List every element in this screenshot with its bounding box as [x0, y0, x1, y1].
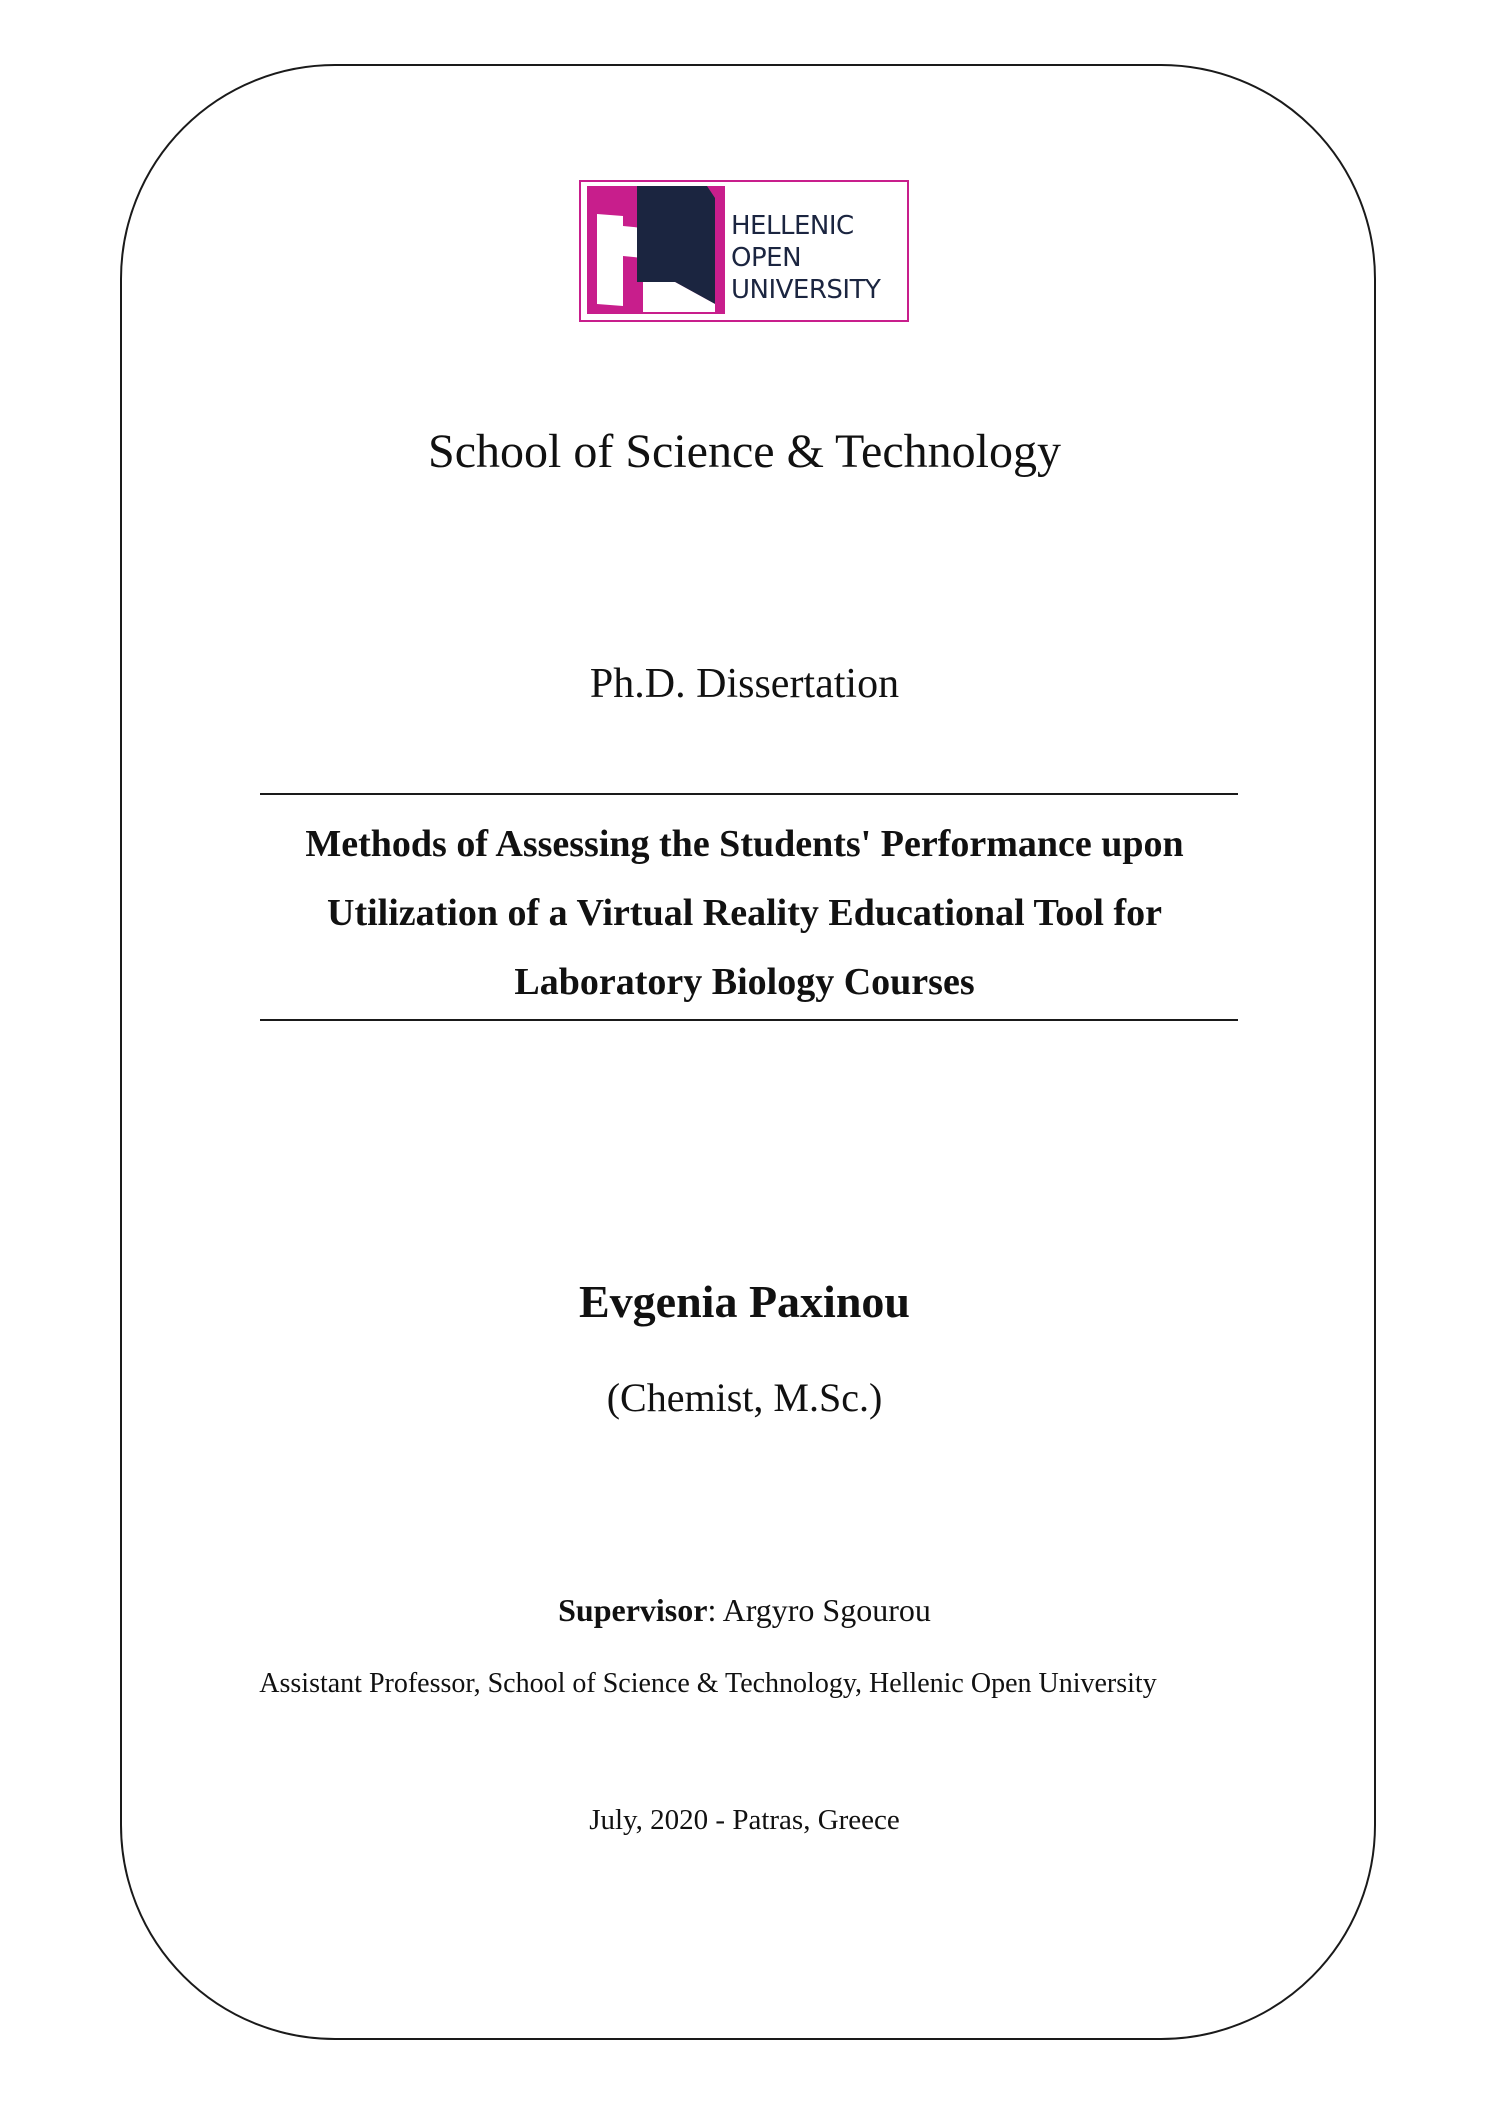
supervisor-affiliation: Assistant Professor, School of Science & Technology, Hellenic Open University: [259, 1668, 1157, 1699]
title-rule-top: [260, 793, 1238, 795]
supervisor-label: Supervisor: [558, 1592, 708, 1628]
degree-type: Ph.D. Dissertation: [589, 661, 900, 707]
title-line-2: Utilization of a Virtual Reality Educational Tool for: [327, 892, 1162, 934]
logo-wordmark: HELLENIC OPEN UNIVERSITY: [731, 211, 881, 305]
title-rule-bottom: [260, 1019, 1238, 1021]
university-logo: [579, 180, 909, 322]
title-line-1: Methods of Assessing the Students' Performance upon: [305, 823, 1184, 865]
page-frame: [120, 64, 1376, 2040]
dissertation-title: [0, 810, 1489, 1017]
date-place: July, 2020 - Patras, Greece: [589, 1804, 900, 1836]
supervisor-name: : Argyro Sgourou: [707, 1592, 931, 1628]
author-credentials: (Chemist, M.Sc.): [606, 1375, 883, 1420]
book-emblem-icon: [587, 186, 727, 316]
author-name: Evgenia Paxinou: [578, 1276, 910, 1327]
supervisor-line: [0, 1592, 1489, 1629]
school-name: School of Science & Technology: [428, 425, 1061, 478]
title-line-3: Laboratory Biology Courses: [514, 961, 975, 1003]
